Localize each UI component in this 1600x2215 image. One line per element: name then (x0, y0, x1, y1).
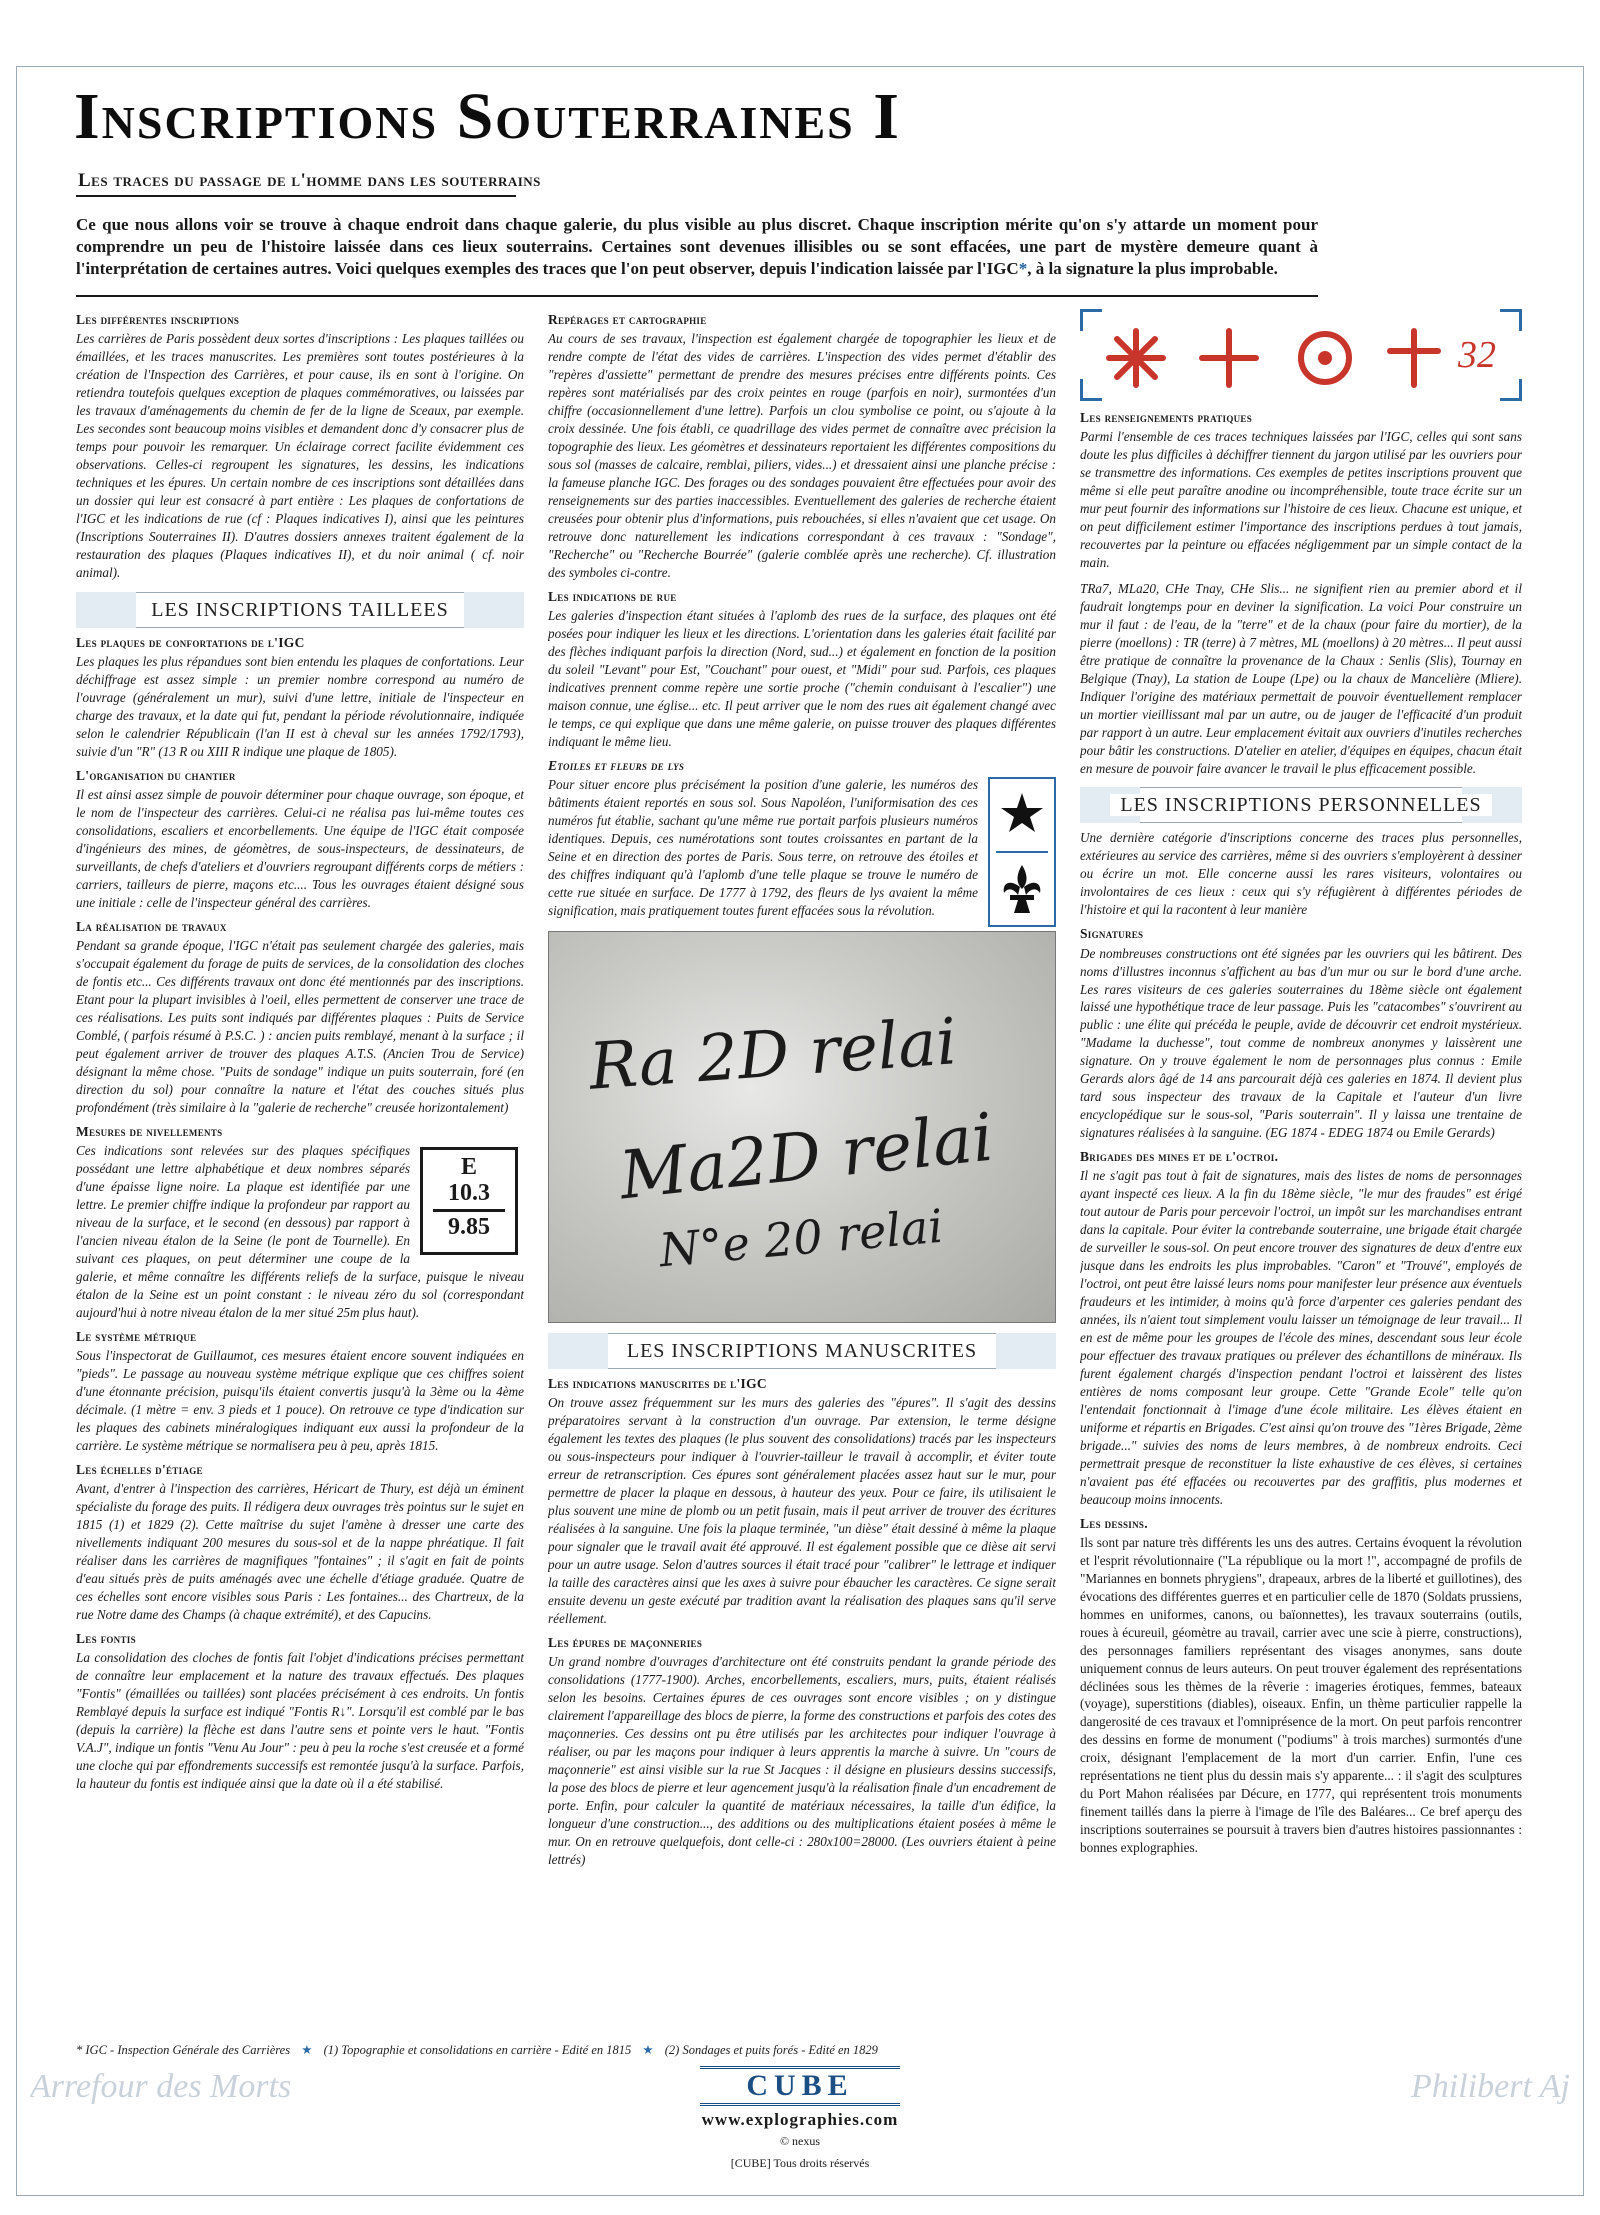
paragraph-personnelles: Une dernière catégorie d'inscriptions concerne des traces plus personnelles, extérieures au service des carrières, même si des ouvriers s'employèrent à dessiner ou écrire un mot. Elle concerne aussi les rares visiteurs, volontaires ou involontaires de ces lieux : ceux qui s'y réfugièrent à différentes périodes de l'histoire et qui la racontent à leur manière (1080, 830, 1522, 918)
paragraph-differentes: Les carrières de Paris possèdent deux sortes d'inscriptions : Les plaques taillées ou émaillées, et les traces manuscrites. Les premières sont toutes postérieures à la création de l'Inspection des Carrières, et pour cause, ils en sont à l'origine. On retiendra toutefois quelques exception de plaques commémoratives, ou laissées par les travaux d'aménagements du chemin de fer de la ligne de Sceaux, par exemple. Les secondes sont beaucoup moins visibles et demandent donc d'y consacrer plus de temps pour pouvoir les remarquer. Un éclairage correct facilite évidemment ces observations. Celles-ci regroupent les signatures, les dessins, les indications techniques et les épures. Un certain nombre de ces inscriptions sont détaillées dans un dossier qui leur est consacré à part entière : Les plaques de confortations de l'IGC et les indications de rue (cf : Plaques indicatives I), ainsi que les peintures (Inscriptions Souterraines II). D'autres dossiers annexes traitent également de la restauration des plaques (Plaques indicatives II), et du noir animal ( cf. noir animal). (76, 331, 524, 580)
heading-etoiles: Etoiles et fleurs de lys (548, 757, 685, 773)
page-subtitle: Les traces du passage de l'homme dans les souterrains (78, 170, 541, 191)
paragraph-brigades: Il ne s'agit pas tout à fait de signatures, mais des listes de noms de personnages ayant inspecté ces lieux. A la fin du 18ème siècle, "le mur des fraudes" est érigé tout autour de Paris pour percevoir l'octroi, un impôt sur les marchandises entrant dans la capitale. Pour éviter la contrebande souterraine, une brigade était chargée de surveiller le sous-sol. On peut encore trouver des signatures de deux d'entre eux jusque dans les endroits les plus improbables. "Caron" et "Trouvé", employés de l'octroi, ont peut être laissé leurs noms pour manifester leur présence aux éventuels fraudeurs et les intimider, à moins qu'à force d'arpenter ces galeries pendant des années, ils n'aient tout simplement voulu laisser un témoignage de leur travail... Il en est de même pour les groupes de l'école des mines, descendant sous leur école pour effectuer des travaux pratiques ou prélever des échantillons de minéraux. Ils furent également chargés d'inspection pendant l'octroi et laissèrent des listes entières de noms composant leur groupe. Cette "Grande Ecole" telle qu'on l'entendait fonctionnait à l'image d'une école militaire. Les élèves étaient en uniforme et répartis en Brigades. C'est ainsi qu'on trouve des "1ères Brigade, 2ème brigade..." suivies des noms de leurs membres, à de nombreux endroits. Ceci permettrait presque de reconstituer la liste exhaustive de ces élèves, si certaines n'avaient pas été effacées ou recouvertes par des graffitis, plus modernes et beaucoup moins innocents. (1080, 1168, 1522, 1507)
column-left (76, 305, 524, 2040)
paragraph-renseignements: Parmi l'ensemble de ces traces techniques laissées par l'IGC, celles qui sont sans doute les plus difficiles à déchiffrer tiennent du jargon utilisé par les ouvriers pour se transmettre des informations. Ces exemples de petites inscriptions prouvent que même si elle peut paraître anodine ou incompréhensible, toute trace écrite sur un mur peut fournir des informations sur l'histoire de ces lieux. Chacune est unique, et on peut difficilement estimer l'importance des inscriptions perdues à tout jamais, recouvertes par la peinture ou effacées négligemment par un simple contact de la main. (1080, 429, 1522, 571)
star-lys-icon (990, 779, 1054, 925)
heading-mesures: Mesures de nivellements (76, 1123, 223, 1139)
paragraph-plaques: Les plaques les plus répandues sont bien entendu les plaques de confortations. Leur déchiffrage est assez simple : un premier nombre correspond au numéro de l'ouvrage (généralement un mur), suivi d'une lettre, initiale de l'inspecteur en charge des travaux, et la date qui fut, pendant la période révolutionnaire, indiquée selon le calendrier Républicain (l'an II est à cheval sur les années 1792/1793), suivie d'un "R" (13 R ou XIII R indique une plaque de 1805). (76, 654, 524, 759)
heading-reperages: Repérages et cartographie (548, 312, 707, 327)
intro-paragraph (76, 214, 1318, 280)
heading-epures: Les épures de maçonneries (548, 1634, 703, 1650)
intro-rule (76, 295, 1318, 297)
intro-star: * (1018, 259, 1028, 279)
epure-wall-photo (548, 931, 1056, 1323)
measure-bottom: 9.85 (448, 1213, 490, 1240)
repere-symbols-icon (1098, 319, 1508, 395)
section-manuscrites-label: LES INSCRIPTIONS MANUSCRITES (617, 1340, 987, 1362)
footer (16, 2060, 1584, 2196)
paragraph-dessins: Ils sont par nature très différents les uns des autres. Certains évoquent la révolution et l'esprit révolutionnaire ("La république ou la mort !", accompagné de profils de "Mariannes en bonnets phrygiens", drapeaux, arbres de la liberté et guillotines), des évocations des différentes guerres et en particulier celle de 1870 (Soldats prussiens, hommes en uniformes, canons, ou baïonnettes), les travaux souterrains (outils, roues à écureuil, géomètre au travail, carrier avec une scie à pierre, constructions), des personnages familiers représentant des visages anonymes, sans doute uniquement connus de leurs auteurs. On peut trouver également des représentations déclinées sous les thèmes de la rêverie : imageries érotiques, femmes, bateaux (voyage), superstitions (diables), oiseaux. Enfin, un thème particulier rappelle la dangerosité de ces travaux et l'omniprésence de la mort. On peut parfois rencontrer des dessins en forme de monument ("podiums" à trois marches) surmontés d'une croix, désignant l'emplacement de la mort d'un carrier. Enfin, l'une ces représentations ne tient plus du dessin mais s'y apparente... : il s'agit des sculptures du Port Mahon réalisées par Décure, en 1777, qui représentent trois monuments finement taillés dans la pierre à l'image de l'île des Baléares... Ce bref aperçu des inscriptions souterraines se poursuit à travers bien d'autres histoires passionnantes : bonnes explographies. (1080, 1534, 1522, 1856)
section-manuscrites (548, 1333, 1056, 1369)
heading-metrique: Le système métrique (76, 1328, 197, 1344)
section-personnelles-label: LES INSCRIPTIONS PERSONNELLES (1110, 794, 1491, 816)
star-fleur-de-lys-image (988, 777, 1056, 927)
heading-brigades: Brigades des mines et de l'octroi. (1080, 1149, 1279, 1165)
paragraph-fontis: La consolidation des cloches de fontis fait l'objet d'indications précises permettant de connaître leur emplacement et la nature des travaux effectués. Des plaques "Fontis" (émaillées ou taillées) sont placées précisément à ces endroits. Un fontis Remblayé depuis la surface est indiqué "Fontis R↓". Lorsqu'il est comblé par le bas (depuis la carrière) la flèche est dans l'autre sens et pointe vers le haut. "Fontis V.A.J", indique un fontis "Venu Au Jour" : peu à peu la roche s'est creusée et a formé une cloche qui par effondrements successifs est remontée jusqu'à la surface. Parfois, la hauteur du fontis est indiquée ainsi que la date où il a été stabilisé. (76, 1650, 524, 1791)
heading-organisation: L'organisation du chantier (76, 767, 236, 783)
heading-manuscrites: Les indications manuscrites de l'IGC (548, 1376, 767, 1392)
page-title: Inscriptions Souterraines I (74, 80, 901, 153)
symbol-number: 32 (1458, 334, 1496, 376)
section-taillees (76, 592, 524, 628)
heading-signatures: Signatures (1080, 926, 1144, 942)
heading-dessins: Les dessins. (1080, 1515, 1148, 1531)
paragraph-etoiles: Pour situer encore plus précisément la position d'une galerie, les numéros des bâtiments étaient reportés en sous sol. Sous Napoléon, l'uniformisation des ces numéros fut établie, sachant qu'une même rue portait parfois plusieurs numéros identiques. Depuis, ces numérotations sont toutes croissantes en partant de la Seine et en direction des portes de Paris. Sous terre, on retrouve des étoiles et des chiffres indiquant qu'à l'aplomb d'une telle plaque se trouve le numéro de cette rue située en surface. De 1777 à 1792, des fleurs de lys avaient la même signification, mais pratiquement toutes furent effacées sous la révolution. (548, 777, 978, 918)
heading-differentes: Les différentes inscriptions (76, 312, 240, 327)
paragraph-organisation: Il est ainsi assez simple de pouvoir déterminer pour chaque ouvrage, son époque, et le nom de l'inspecteur des carrières. Celui-ci ne réalisa pas lui-même toutes ces consolidations, escaliers et encorbellements. Une équipe de l'IGC était composée d'ingénieurs des mines, de géomètres, de sous-inspecteurs, de dessinateurs, de surveillants, de chefs d'ateliers et d'ouvriers regroupant différents corps de métiers : carriers, tailleurs de pierre, maçons etc.... Tous les ouvrages étaient désigné sous une initiale : celle de l'inspecteur général des carrières. (76, 787, 524, 910)
heading-renseignements: Les renseignements pratiques (1080, 410, 1253, 425)
footnote-star-icon: ★ (301, 2043, 313, 2057)
footer-copyright: © nexus (779, 2134, 821, 2148)
footnote-2: (2) Sondages et puits forés - Edité en 1829 (664, 2043, 878, 2057)
repere-symbols-box (1080, 309, 1522, 401)
paragraph-signatures: De nombreuses constructions ont été signées par les ouvriers qui les bâtirent. Des noms d'illustres inconnus s'affichent au bas d'un mur ou sur le bord d'une arche. Les rares visiteurs de ces galeries souterraines du 18ème siècle ont également laissé une hypothétique trace de leur passage. Puis les "catacombes" s'ouvrirent au public : une élite qui précéda le peuple, avide de découvrir cet endroit mystérieux. "Madame la duchesse", tout comme de nombreux anonymes y laissèrent une signature. On y trouve également le nom de personnages plus connus : Emile Gerards alors âgé de 14 ans parcourait déjà ces galeries en 1874. Il devient plus tard sous inspecteur des travaux de la Capitale et l'auteur d'un livre encyclopédique sur le sous-sol, "Paris souterrain". Il y laissa une trentaine de signatures réalisées à la sanguine. (EG 1874 - EDEG 1874 ou Emile Gerards) (1080, 945, 1522, 1141)
footnote-star-icon-2: ★ (642, 2043, 654, 2057)
photo-scrawl-1: Ra 2D relai (586, 1005, 960, 1105)
footnote-1: (1) Topographie et consolidations en carrière - Edité en 1815 (323, 2043, 632, 2057)
section-personnelles (1080, 787, 1522, 823)
heading-fontis: Les fontis (76, 1630, 136, 1646)
intro-text: Ce que nous allons voir se trouve à chaque endroit dans chaque galerie, du plus visible au plus discret. Chaque inscription mérite qu'on s'y attarde un moment pour comprendre un peu de l'histoire laissée dans ces lieux souterrains. Certaines sont devenues illisibles ou se sont effacées, une part de mystère demeure quant à l'interprétation de certaines autres. Voici quelques exemples des traces que l'on peut observer, depuis l'indication laissée par l'IGC (76, 215, 1318, 279)
intro-end: , à la signature la plus improbable. (1027, 259, 1278, 279)
measure-letter: E (460, 1154, 477, 1181)
footer-rights: [CUBE] Tous droits réservés (730, 2156, 870, 2170)
cube-logo: CUBE (700, 2066, 900, 2106)
footer-ghost-left: Arrefour des Morts (30, 2068, 292, 2105)
paragraph-reperages: Au cours de ses travaux, l'inspection est également chargée de topographier les lieux et de rendre compte de l'état des vides de carrières. L'inspection des vides permet d'établir des "repères d'assiette" permettant de prendre des mesures précises entre différents points. Ces repères sont matérialisés par des croix peintes en rouge (parfois en noir), surmontées d'un chiffre (occasionnellement d'une lettre). Parfois un clou symbolise ce point, ou s'ajoute à la croix dessinée. Une fois établi, ce quadrillage des vides permet de connaître avec précision la topographie des lieux. Les géomètres et dessinateurs reportaient les différentes compositions du sous sol (masses de calcaire, remblai, piliers, vides...) et dressaient ainsi une planche précise : la fameuse planche IGC. Des forages ou des sondages pouvaient être effectuées pour avoir des renseignements sur des parties inaccessibles. Eventuellement des galeries de recherche étaient creusées pour obtenir plus d'informations, puis rebouchées, si elles n'avaient que cet usage. On retrouve donc naturellement les indications correspondant à ces travaux : "Sondage", "Recherche" ou "Recherche Bourrée" (galerie comblée après une recherche). Cf. illustration des symboles ci-contre. (548, 331, 1056, 580)
paragraph-manuscrites: On trouve assez fréquemment sur les murs des galeries des "épures". Il s'agit des dessins préparatoires servant à la construction d'un ouvrage. Par extension, le terme désigne également les textes des plaques (le plus souvent des consolidations) tracés par les inspecteurs ou sous-inspecteurs pour indiquer à l'ouvrier-tailleur le travail à accomplir, et éviter toute erreur de retranscription. Ces épures sont généralement placées assez haut sur le mur, pour permettre de placer la plaque en dessous, à hauteur des yeux. Pour ce faire, ils utilisaient le plus souvent une mine de plomb ou un petit fusain, mais il peut arriver de trouver des écritures réalisées à la sanguine. Une fois la plaque terminée, "un dièse" était dessiné à même la plaque pour signaler que le travail avait été approuvé. Il est également possible que ce dièse ait servi pour un autre usage. Selon d'autres sources il était tracé pour "calibrer" le lettrage et indiquer la taille des caractères ainsi que les axes à suivre pour ébaucher les caractères. Ce signe serait ensuite devenu un geste exécuté par tradition avant la réalisation des plaques sans qu'il serve réellement. (548, 1395, 1056, 1626)
paragraph-mesures: Ces indications sont relevées sur des plaques spécifiques possédant une lettre alphabétique et deux nombres séparés d'une épaisse ligne noire. La plaque est identifiée par une lettre. Le premier chiffre indique la profondeur par rapport au niveau de la surface, et le second (en dessous) par rapport à l'ancien niveau étalon de la Seine (le pont de Tournelle). En suivant ces plaques, on peut déterminer une coupe de la galerie, et même connaître les différents reliefs de la surface, puisque le niveau étalon de la Seine est un point constant : le niveau zéro du sol (correspondant aujourd'hui à notre niveau étalon de la mer situé 25m plus haut). (76, 1143, 524, 1320)
paragraph-echelles: Avant, d'entrer à l'inspection des carrières, Héricart de Thury, est déjà un éminent spécialiste du forage des puits. Il rédigera deux ouvrages très pointus sur le sujet en 1815 (1) et 1829 (2). Cette maîtrise du sujet l'amène à dresser une carte des nivellements indiquant 200 mesures du sous-sol et de la nappe phréatique. Il fait réaliser dans les carrières de magnifiques "fontaines" ; il s'agit en fait de points d'eau situés près de puits aménagés avec une échelle d'étiage graduée. Quatre de ces échelles sont encore visibles sous Paris : Les fontaines... des Chartreux, de la rue Notre dame des Champs (à chaque extrémité), et des Capucins. (76, 1481, 524, 1622)
paragraph-realisation: Pendant sa grande époque, l'IGC n'était pas seulement chargée des galeries, mais s'occupait également du forage de puits de services, de la consolidation des cloches de fontis etc... Ces différents travaux ont donc été mentionnés par des inscriptions. Etant pour la plupart invisibles à l'oeil, elles permettent de conserver une trace de ces réalisations. Les puits sont indiqués par différentes plaques : Puits de Service Comblé, ( parfois résumé à P.S.C. ) : ancien puits remblayé, menant à la surface ; il peut également arriver de trouver des plaques A.T.S. (Ancien Trou de Service) désignant la même chose. "Puits de sondage" indique un puits souterrain, foré (en direction du sol) pour connaître la nature et l'état des couches situés plus profondément (très similaire à la "galerie de recherche" creusée horizontalement) (76, 938, 524, 1115)
photo-scrawl-2: Ma2D relai (615, 1098, 997, 1215)
footer-ghost-right: Philibert Aj (1411, 2068, 1570, 2105)
column-middle (548, 305, 1056, 2040)
paragraph-tra7: TRa7, MLa20, CHe Tnay, CHe Slis... ne signifient rien au premier abord et il faudrait longtemps pour en deviner la signification. La voici Pour construire un mur il faut : de l'eau, de la "terre" et de la chaux (pour faire du mortier), de la pierre (moellons) : TR (terre) à 7 mètres, ML (moellons) à 20 mètres... Il peut aussi être pratique de connaître la provenance de la Chaux : Senlis (Slis), Tournay en Belgique (Tnay), La station de Loupe (Lpe) ou la chaux de Mancelière (Mliere). Indiquer l'origine des matériaux permettait de pouvoir éventuellement remplacer un mortier vieillissant mal par un autre, ou de jauger de l'efficacité d'un produit par rapport à un autre. Leur emplacement évitait aux ouvriers d'inutiles recherches pour bâtir les constructions. D'atelier en atelier, d'équipes en équipes, chacun était en mesure de pouvoir faire avancer le travail le plus efficacement possible. (1080, 580, 1522, 776)
subtitle-rule (76, 195, 516, 197)
paragraph-rue: Les galeries d'inspection étant situées à l'aplomb des rues de la surface, des plaques ont été posées pour indiquer les lieux et les directions. L'orientation dans les galeries était facilité par des flèches indiquant parfois la direction (Nord, sud...) et également en fonction de la position du soleil "Levant" pour Est, "Couchant" pour ouest, et "Midi" pour sud. Parfois, ces plaques indicatives prennent comme repère une sortie proche ("chemin conduisant à l'escalier") une maison connue, une église... etc. Il peut arriver que le nom des rues ait également changé avec le temps, ce qui explique que dans une même galerie, on puisse trouver des plaques différentes indiquant le même lieu. (548, 608, 1056, 749)
footnotes (76, 2042, 1326, 2058)
paragraph-epures: Un grand nombre d'ouvrages d'architecture ont été construits pendant la grande période des consolidations (1777-1900). Arches, encorbellements, escaliers, murs, puits, étaient réalisés selon les besoins. Certaines épures de ces ouvrages sont encore visibles ; on y distingue clairement l'appareillage des blocs de pierre, la forme des constructions et parfois des cotes des maçonneries. Ces dessins ont pu être utilisés par les architectes pour indiquer l'ouvrage à réaliser, ou par les maçons pour indiquer à leurs apprentis la marche à suivre. Un "cours de maçonnerie" est ainsi visible sur la rue St Jacques : il désigne en plusieurs dessins successifs, la pose des blocs de pierre et leur agencement jusqu'à la réalisation finale d'un encadrement de porte. Enfin, pour calculer la quantité de matériaux nécessaires, la taille d'un édifice, la longueur d'une construction..., des additions ou des multiplications étaient posées à même le mur. On en retrouve quelquefois, dont celle-ci : 280x100=28000. (Les ouvriers étaient à peine lettrés) (548, 1654, 1056, 1867)
heading-realisation: La réalisation de travaux (76, 918, 227, 934)
footnote-igc: * IGC - Inspection Générale des Carrières (76, 2043, 291, 2057)
photo-scrawl-3: N°e 20 relai (657, 1198, 946, 1278)
nivellement-plaque-image (420, 1147, 518, 1255)
footer-url-link[interactable]: www.explographies.com (701, 2110, 899, 2129)
heading-echelles: Les échelles d'étiage (76, 1461, 203, 1477)
column-right (1080, 305, 1522, 2040)
heading-rue: Les indications de rue (548, 588, 677, 604)
paragraph-metrique: Sous l'inspectorat de Guillaumot, ces mesures étaient encore souvent indiquées en "pieds". Le passage au nouveau système métrique explique que ces chiffres soient d'une étonnante précision, puisqu'ils étaient convertis jusqu'à la 3ème ou la 4ème décimale. (1 mètre = env. 3 pieds et 1 pouce). On retrouve ce type d'indication sur les plaques des cabinets minéralogiques indiquant eux aussi la profondeur de la carrière. Le système métrique se normalisera peu à peu, après 1815. (76, 1347, 524, 1453)
heading-plaques: Les plaques de confortations de l'IGC (76, 634, 305, 650)
measure-top: 10.3 (448, 1180, 490, 1207)
section-taillees-label: LES INSCRIPTIONS TAILLEES (141, 599, 458, 621)
